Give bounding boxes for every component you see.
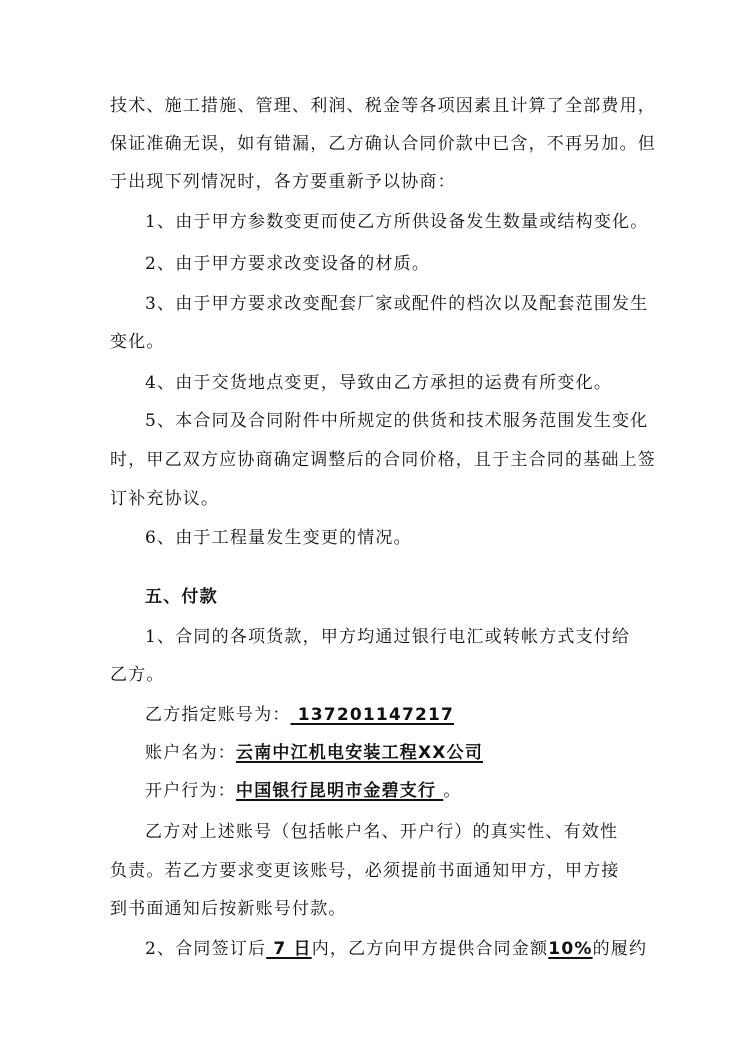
list-item-3: 3、由于甲方要求改变配套厂家或配件的档次以及配套范围发生 — [145, 294, 649, 314]
bank-row — [145, 781, 640, 801]
clause-2-percent: 10% — [548, 939, 593, 959]
bank-value: 中国银行昆明市金碧支行 — [236, 781, 444, 801]
responsibility-clause: 乙方对上述账号（包括帐户名、开户行）的真实性、有效性 — [145, 822, 619, 842]
clause-2-days: 7 日 — [266, 939, 312, 959]
list-item-5: 5、本合同及合同附件中所规定的供货和技术服务范围发生变化 — [145, 411, 649, 431]
list-item-6: 6、由于工程量发生变更的情况。 — [145, 528, 412, 548]
account-name-row — [145, 743, 640, 763]
list-item-3-continued: 变化。 — [110, 332, 165, 352]
list-item-4: 4、由于交货地点变更，导致由乙方承担的运费有所变化。 — [145, 373, 613, 393]
account-number-label: 乙方指定账号为： — [145, 705, 291, 725]
list-item-5-continued: 时，甲乙双方应协商确定调整后的合同价格，且于主合同的基础上签 — [110, 450, 656, 470]
clause-2-prefix: 2、合同签订后 — [145, 939, 267, 959]
account-name-label: 账户名为： — [145, 743, 236, 763]
account-name-value: 云南中江机电安装工程XX公司 — [236, 743, 484, 763]
bank-label: 开户行为： — [145, 781, 236, 801]
responsibility-clause-continued: 负责。若乙方要求变更该账号，必须提前书面通知甲方，甲方接 — [110, 861, 620, 881]
payment-clause-2 — [145, 939, 648, 959]
paragraph-line: 保证准确无误，如有错漏，乙方确认合同价款中已含，不再另加。但 — [110, 134, 656, 154]
list-item-2: 2、由于甲方要求改变设备的材质。 — [145, 254, 431, 274]
bank-end: 。 — [443, 781, 462, 801]
account-number-row — [145, 705, 640, 725]
payment-clause-1: 1、合同的各项货款，甲方均通过银行电汇或转帐方式支付给 — [145, 627, 631, 647]
clause-2-end: 的履约 — [592, 939, 648, 959]
paragraph-line: 于出现下列情况时，各方要重新予以协商： — [110, 172, 456, 192]
responsibility-clause-continued: 到书面通知后按新账号付款。 — [110, 899, 347, 919]
payment-clause-1-continued: 乙方。 — [110, 665, 165, 685]
paragraph-line: 技术、施工措施、管理、利润、税金等各项因素且计算了全部费用， — [110, 96, 656, 116]
clause-2-middle: 内，乙方向甲方提供合同金额 — [311, 939, 549, 959]
section-heading: 五、付款 — [145, 587, 218, 607]
account-number-value: 137201147217 — [290, 705, 455, 725]
list-item-5-continued: 订补充协议。 — [110, 489, 220, 509]
list-item-1: 1、由于甲方参数变更而使乙方所供设备发生数量或结构变化。 — [145, 212, 649, 232]
